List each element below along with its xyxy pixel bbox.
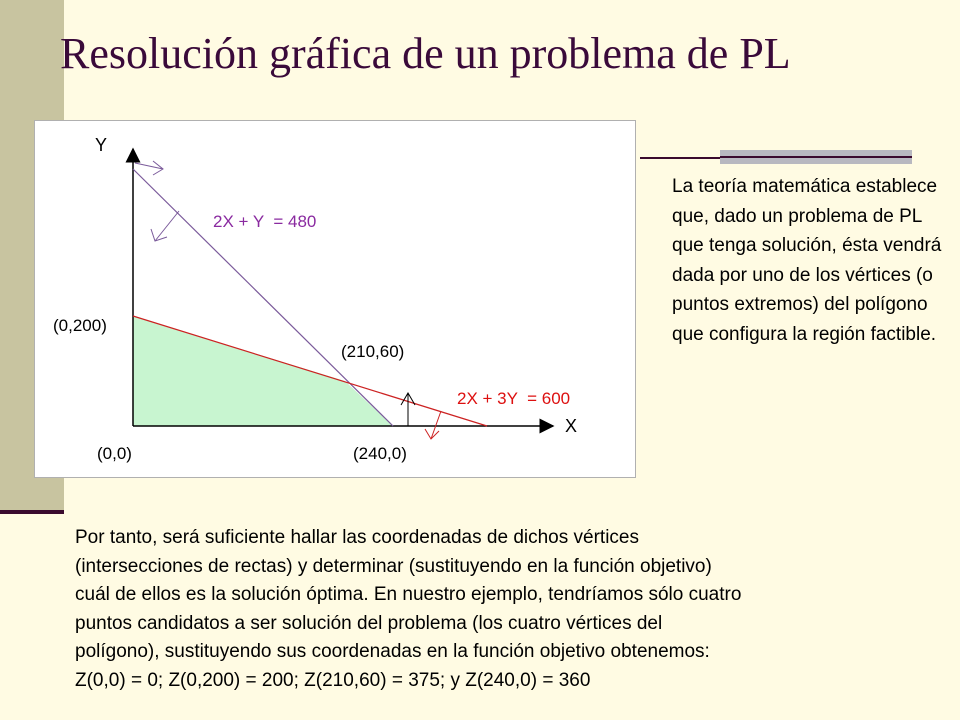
bottom-explanation	[75, 524, 935, 695]
left-bar-underline	[0, 510, 64, 514]
decorative-rule-accent	[720, 150, 912, 164]
constraint-1-label: 2X + Y = 480	[213, 212, 317, 231]
bottom-line: (intersecciones de rectas) y determinar (sustituyendo en la función objetivo)	[75, 555, 712, 577]
constraint-1-direction-arrows	[135, 161, 179, 241]
constraint-2-direction-arrows	[401, 393, 441, 439]
bottom-line: cuál de ellos es la solución óptima. En nuestro ejemplo, tendríamos sólo cuatro	[75, 584, 742, 605]
vertex-label-0-200: (0,200)	[53, 316, 107, 335]
constraint-2-label: 2X + 3Y = 600	[457, 389, 571, 408]
vertex-label-origin: (0,0)	[97, 444, 132, 463]
y-axis-label: Y	[95, 135, 108, 155]
lp-graph-figure	[34, 120, 636, 478]
slide-title: Resolución gráfica de un problema de PL	[60, 29, 791, 78]
bottom-line: Por tanto, será suficiente hallar las coordenadas de dichos vértices	[75, 527, 639, 548]
x-axis-label: X	[565, 416, 578, 436]
vertex-label-240-0: (240,0)	[353, 444, 407, 463]
vertex-label-210-60: (210,60)	[341, 342, 405, 361]
side-explanation: La teoría matemática establece que, dado un problema de PL que tenga solución, ésta vendrá dada por uno de los vértices (o puntos extremos) del polígono que configura la región factible.	[672, 176, 942, 345]
lp-graph-svg	[35, 121, 635, 477]
bottom-line: Z(0,0) = 0; Z(0,200) = 200; Z(210,60) = 375; y Z(240,0) = 360	[75, 669, 591, 691]
bottom-line: puntos candidatos a ser solución del problema (los cuatro vértices del	[75, 612, 663, 634]
feasible-region	[133, 316, 393, 426]
bottom-line: polígono), sustituyendo sus coordenadas en la función objetivo obtenemos:	[75, 641, 710, 662]
